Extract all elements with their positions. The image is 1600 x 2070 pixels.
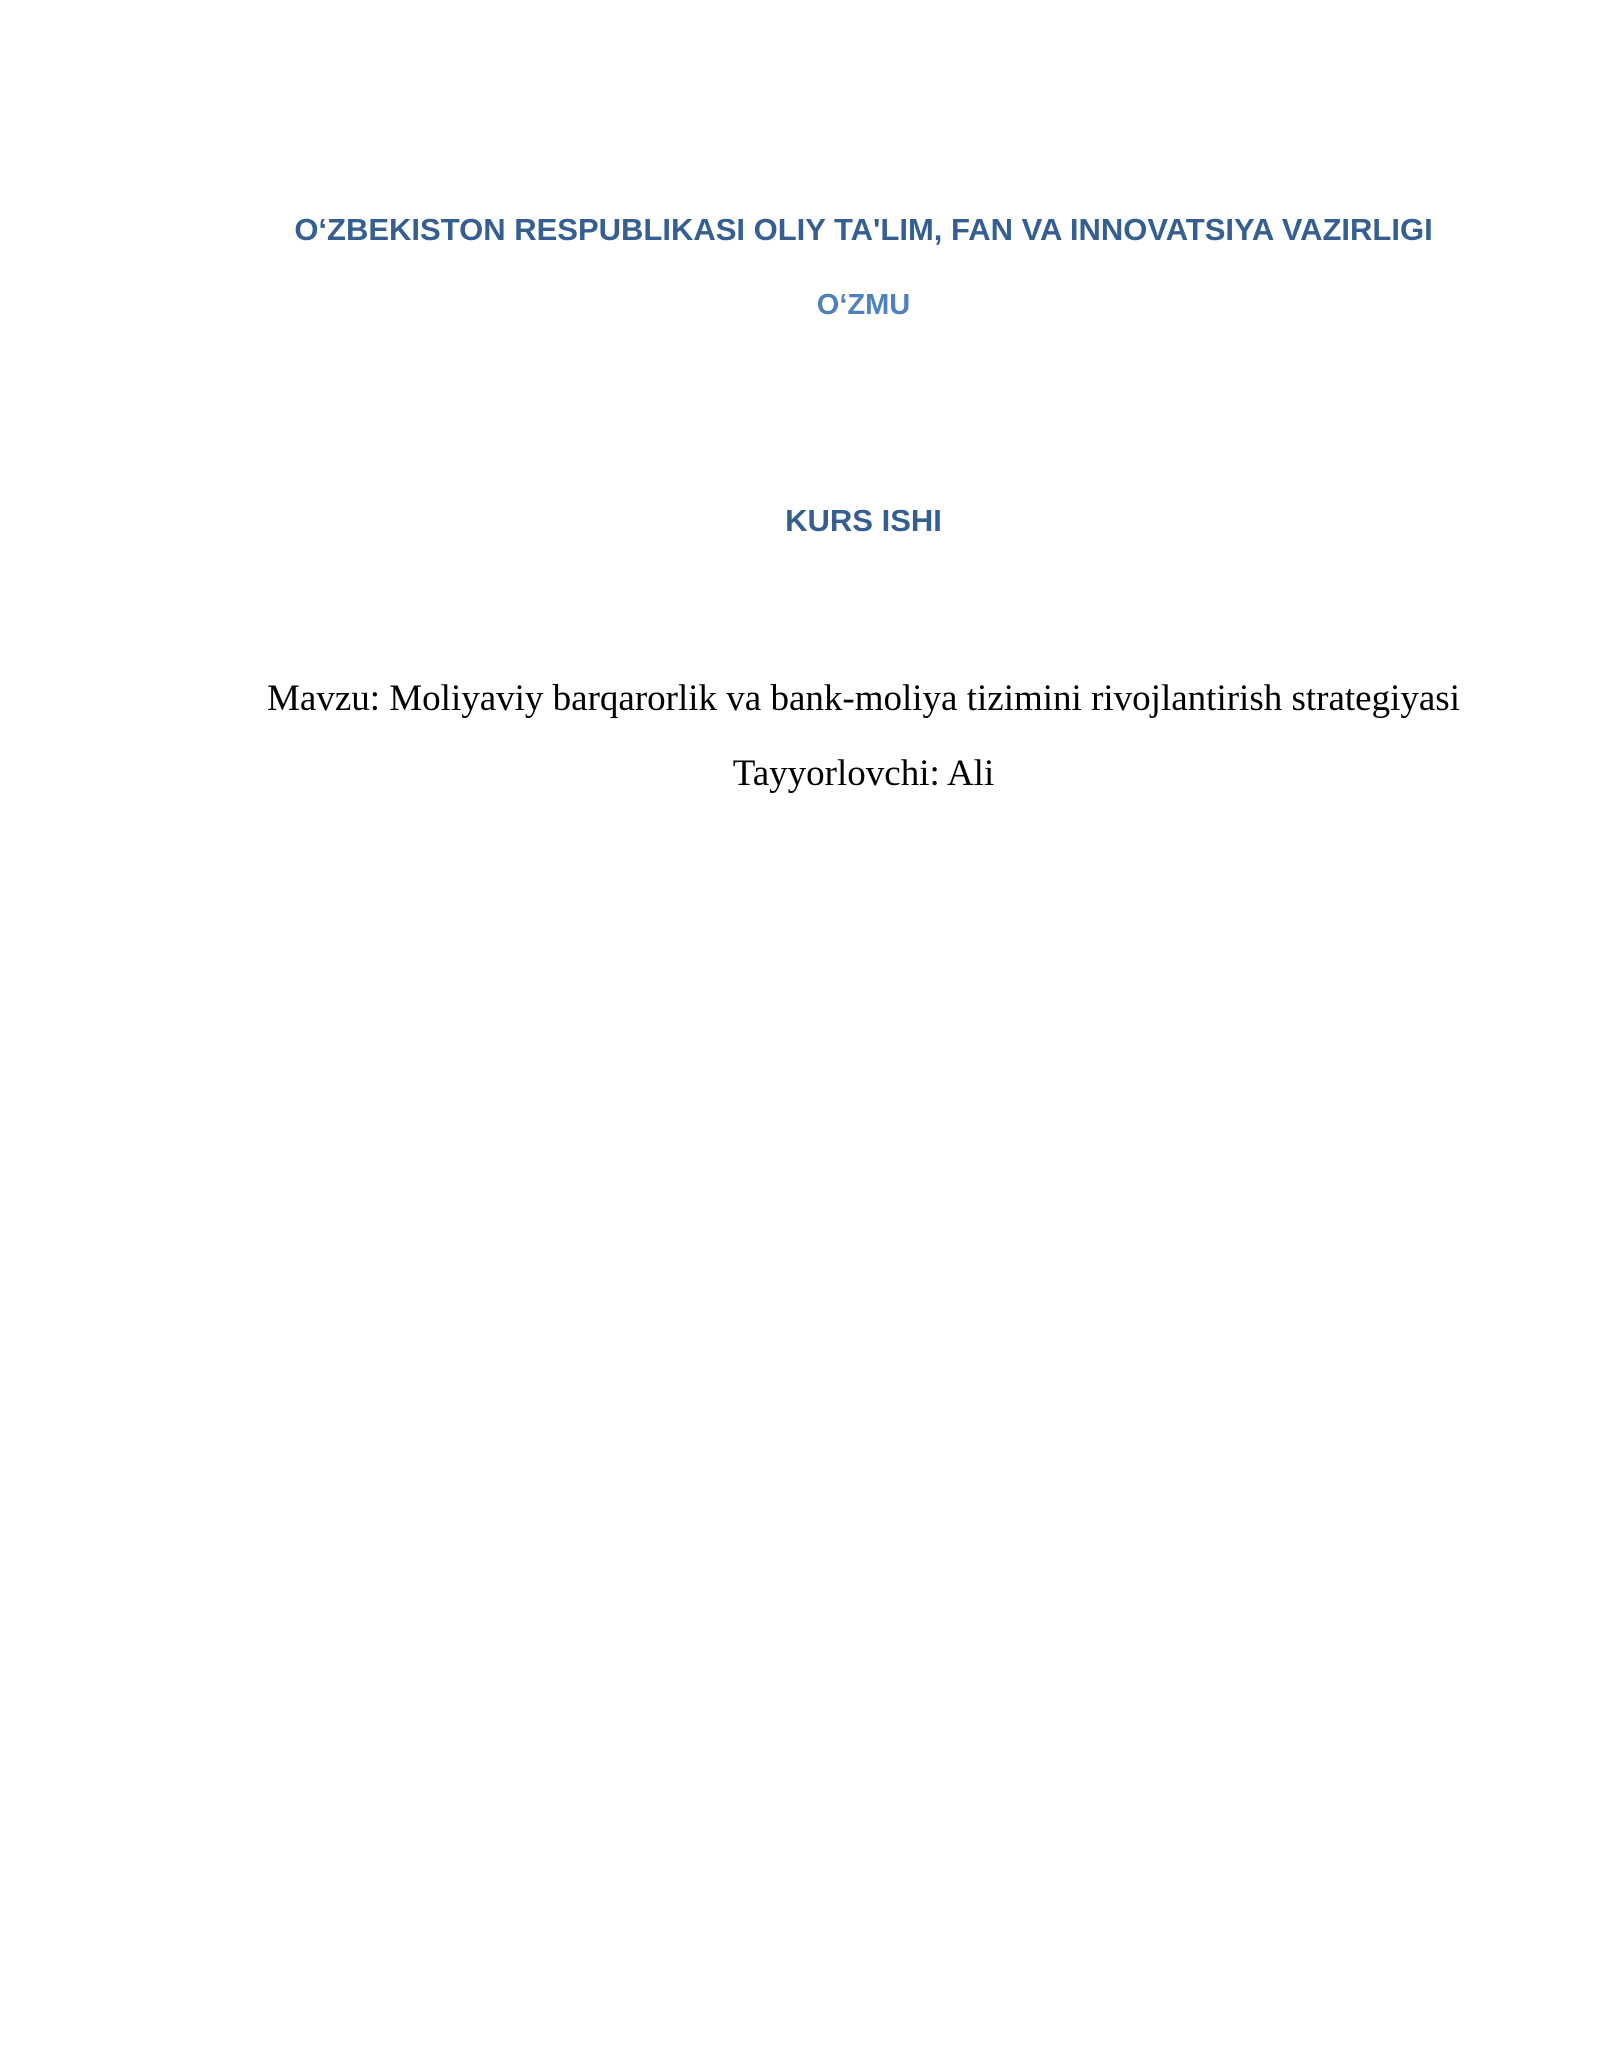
document-type-title: KURS ISHI [785,503,942,538]
ministry-heading: O‘ZBEKISTON RESPUBLIKASI OLIY TA'LIM, FAN VA INNOVATSIYA VAZIRLIGI [294,212,1433,247]
university-heading: O‘ZMU [816,289,911,321]
author-line: Tayyorlovchi: Ali [732,753,995,794]
topic-line: Mavzu: Moliyaviy barqarorlik va bank-moliya tizimini rivojlantirish strategiyasi [267,678,1460,719]
